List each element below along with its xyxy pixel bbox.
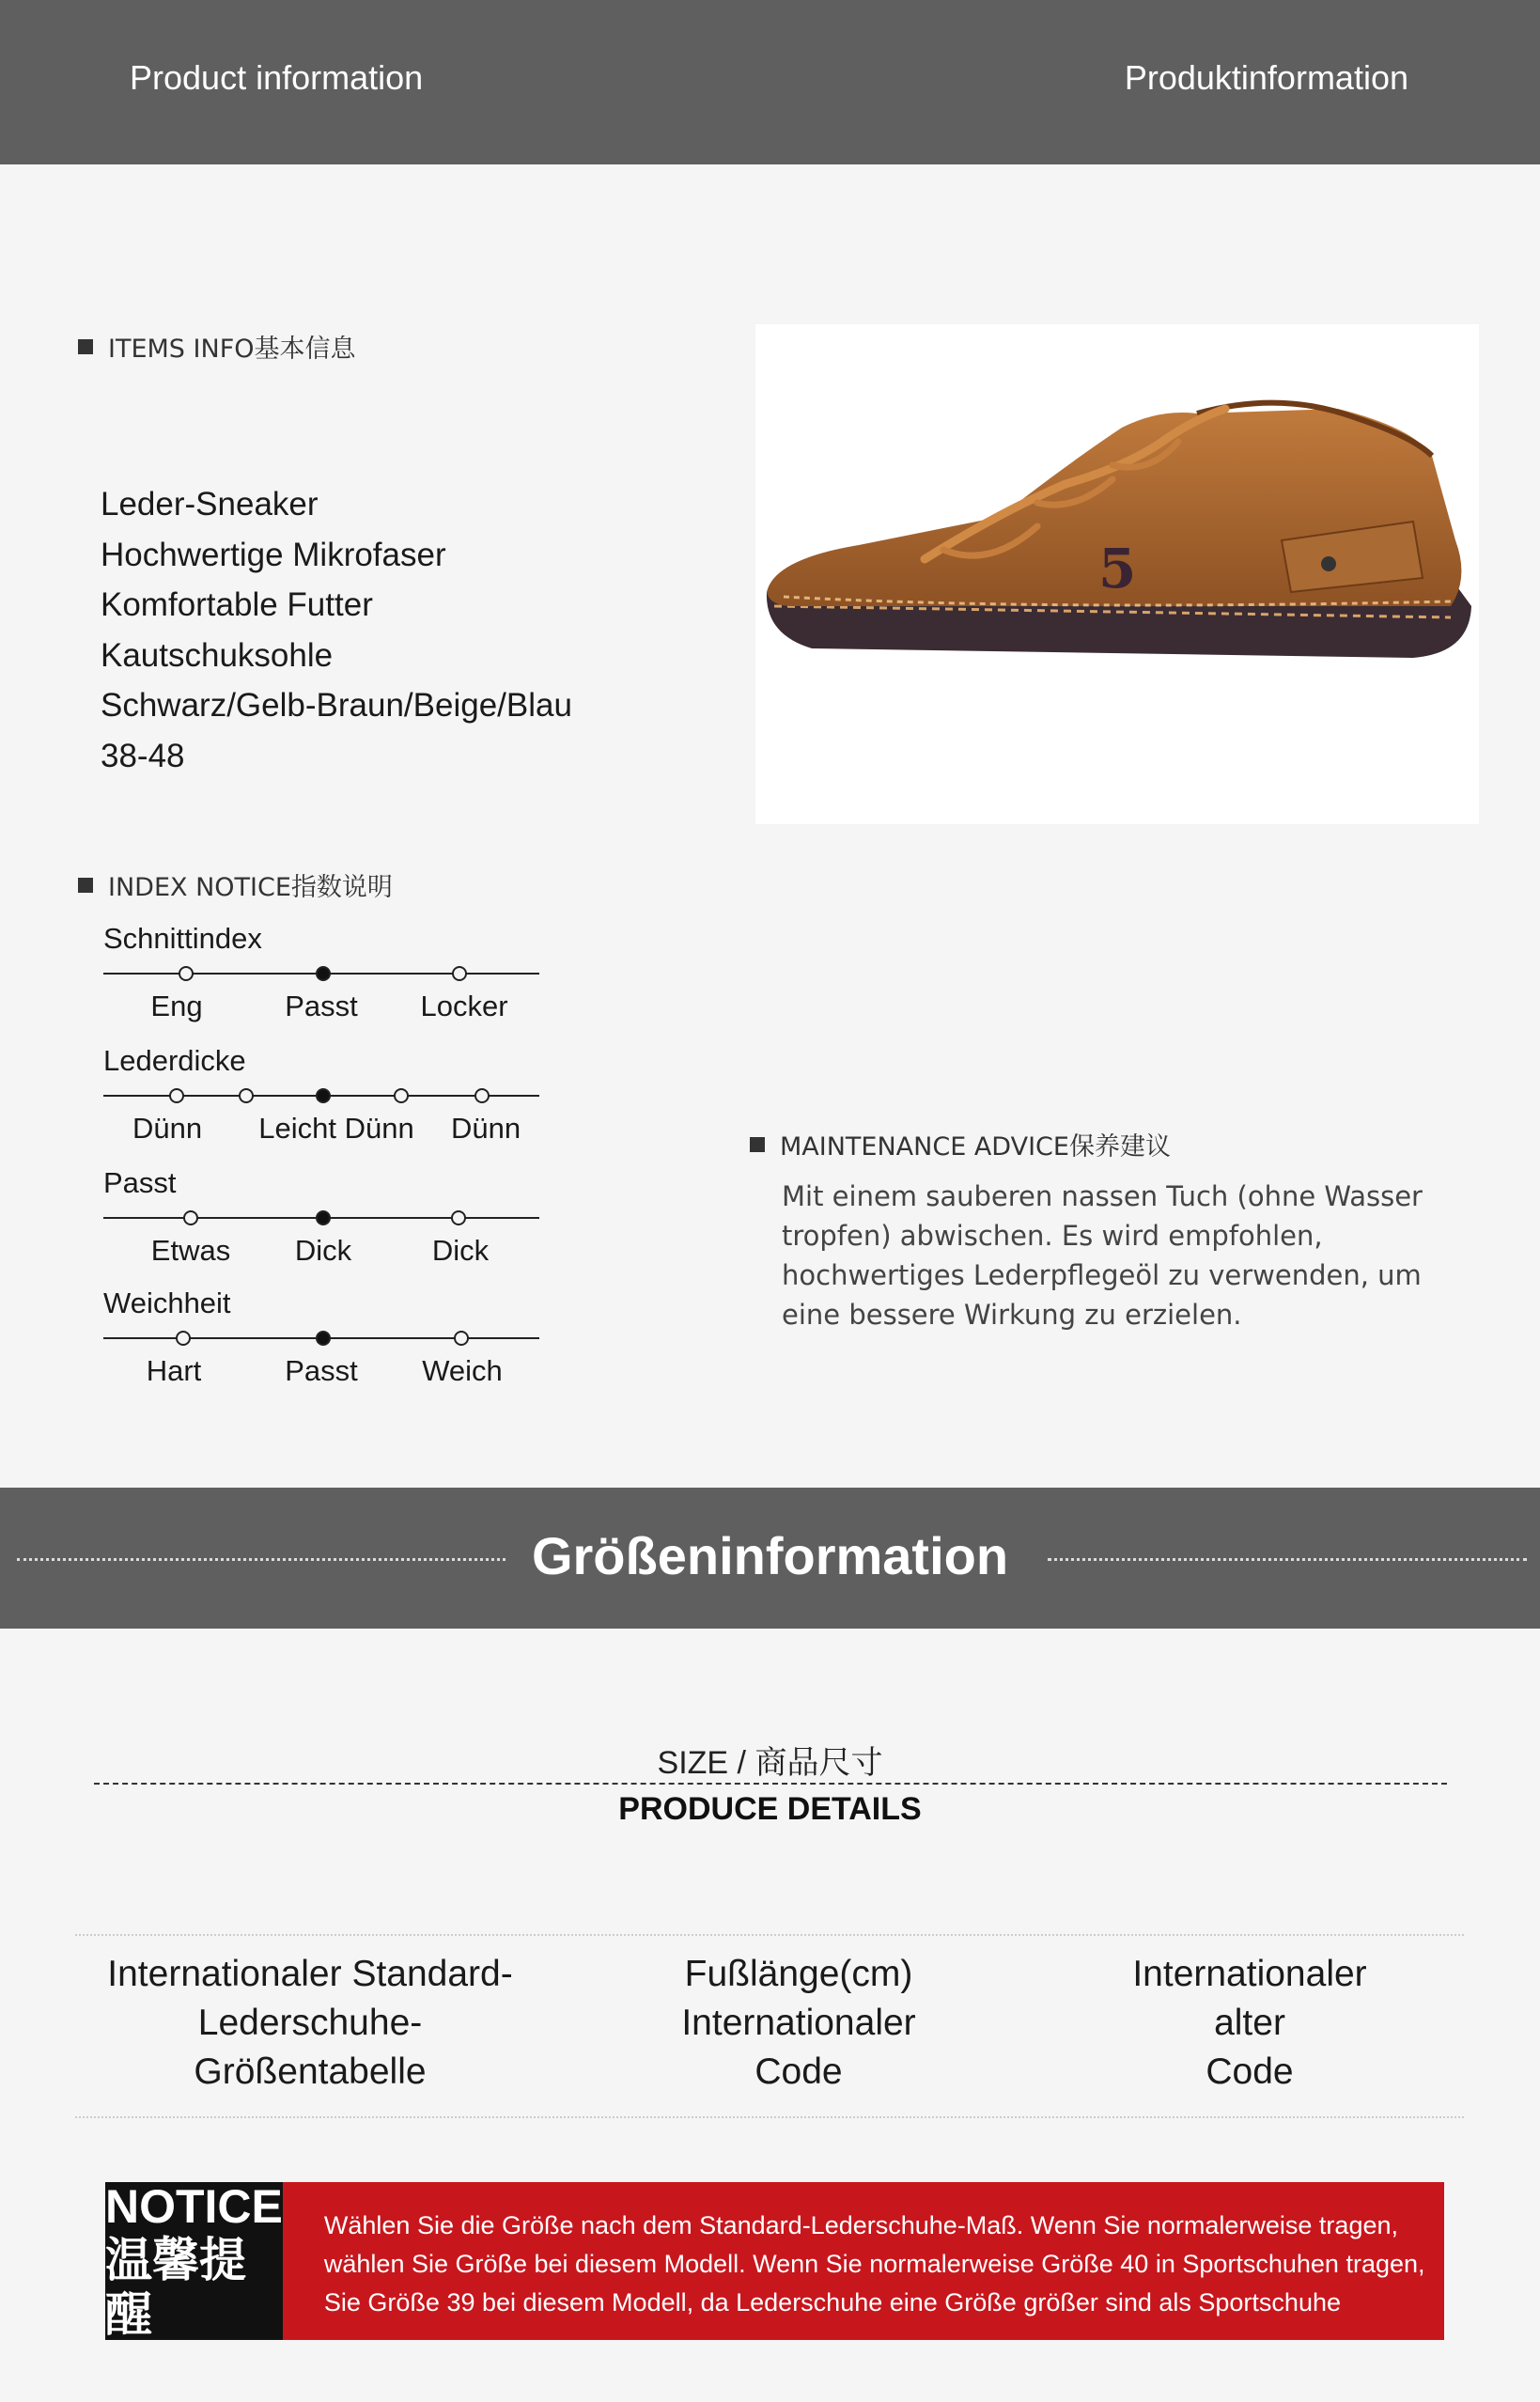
scale-title-passt: Passt — [103, 1166, 177, 1199]
scale-label: Dick — [431, 1234, 490, 1267]
size-column-header — [75, 1950, 545, 2097]
shoe-illustration — [755, 324, 1479, 824]
size-banner-title: Größeninformation — [531, 1526, 1009, 1585]
maintenance-line: tropfen) abwischen. Es wird empfohlen, — [782, 1220, 1323, 1252]
column-header-line: Lederschuhe- — [197, 2003, 423, 2043]
scale-dot — [183, 1210, 198, 1225]
product-information-title: Product information — [130, 58, 424, 97]
maintenance-line: Mit einem sauberen nassen Tuch (ohne Wasser — [782, 1180, 1423, 1212]
maintenance-line: eine bessere Wirkung zu erzielen. — [782, 1299, 1242, 1331]
scale-dot — [176, 1331, 191, 1346]
notice-badge-en: NOTICE — [105, 2180, 283, 2233]
scale-dot — [452, 966, 467, 981]
scale-dot — [474, 1088, 490, 1103]
column-header-line: Fußlänge(cm) — [684, 1954, 913, 1994]
table-divider — [75, 1934, 1464, 1936]
size-column-header — [611, 1950, 987, 2097]
column-header-line: Code — [1206, 2051, 1294, 2092]
scale-dot — [454, 1331, 469, 1346]
notice-box — [105, 2182, 1439, 2340]
scale-label: Weich — [422, 1354, 503, 1387]
size-label: SIZE / 商品尺寸 — [657, 1745, 883, 1781]
scale-title-lederdicke: Lederdicke — [103, 1044, 246, 1077]
column-header-line: alter — [1214, 2003, 1285, 2043]
column-header-line: Größentabelle — [194, 2051, 427, 2092]
notice-line: Wählen Sie die Größe nach dem Standard-Lederschuhe-Maß. Wenn Sie normalerweise tragen, — [323, 2211, 1398, 2239]
column-header-line: Internationaler — [681, 2003, 916, 2043]
svg-text:5: 5 — [1098, 537, 1137, 600]
scale-dot — [179, 966, 194, 981]
scale-label: Dünn — [132, 1112, 203, 1145]
notice-badge — [105, 2182, 283, 2340]
index-notice-heading-text: INDEX NOTICE指数说明 — [108, 873, 393, 902]
items-info-line: Hochwertige Mikrofaser — [101, 536, 446, 573]
maintenance-line: hochwertiges Lederpflegeöl zu verwenden, um — [782, 1259, 1422, 1291]
maintenance-heading-text: MAINTENANCE ADVICE保养建议 — [780, 1132, 1171, 1162]
maintenance-heading — [750, 1126, 1171, 1162]
scale-dot-selected — [316, 1210, 331, 1225]
items-info-heading — [78, 328, 355, 365]
items-info-list — [101, 479, 572, 781]
table-divider — [75, 2116, 1464, 2118]
notice-badge-zh: 温馨提醒 — [105, 2233, 246, 2342]
column-header-line: Internationaler — [1132, 1954, 1367, 1994]
produktinformation-title: Produktinformation — [1124, 58, 1408, 97]
scale-dot — [239, 1088, 254, 1103]
scale-dot — [394, 1088, 409, 1103]
square-bullet-icon — [78, 339, 93, 354]
scale-label: Etwas — [150, 1234, 231, 1267]
scale-dot-selected — [316, 1331, 331, 1346]
column-header-line: Internationaler Standard- — [107, 1954, 513, 1994]
index-notice-heading — [78, 866, 393, 903]
scale-dot-selected — [316, 966, 331, 981]
square-bullet-icon — [750, 1137, 765, 1152]
scale-label: Passt — [285, 1354, 358, 1387]
top-banner — [0, 0, 1540, 164]
maintenance-text — [782, 1177, 1439, 1334]
scale-label: Dünn — [450, 1112, 521, 1145]
scale-dot-selected — [316, 1088, 331, 1103]
scale-label: Leicht Dünn — [258, 1112, 414, 1145]
items-info-line: Komfortable Futter — [101, 586, 373, 623]
scale-label: Locker — [420, 990, 508, 1022]
scale-dot — [169, 1088, 184, 1103]
items-info-line: Leder-Sneaker — [101, 486, 319, 523]
produce-details-title: PRODUCE DETAILS — [618, 1791, 922, 1827]
column-header-line: Code — [754, 2051, 843, 2092]
scale-title-weichheit: Weichheit — [103, 1287, 231, 1319]
notice-line: Sie Größe 39 bei diesem Modell, da Lederschuhe eine Größe größer sind als Sportschuhe — [323, 2288, 1341, 2316]
square-bullet-icon — [78, 878, 93, 893]
scale-dot — [451, 1210, 466, 1225]
scale-label: Dick — [294, 1234, 352, 1267]
items-info-line: Kautschuksohle — [101, 636, 334, 674]
scale-label: Eng — [150, 990, 203, 1022]
items-info-line: Schwarz/Gelb-Braun/Beige/Blau — [101, 687, 572, 724]
scale-title-schnittindex: Schnittindex — [103, 922, 262, 955]
items-info-heading-text: ITEMS INFO基本信息 — [108, 335, 356, 364]
scale-label: Passt — [285, 990, 358, 1022]
decorative-dots — [1048, 1558, 1527, 1561]
product-image — [755, 324, 1479, 824]
dashed-divider — [94, 1783, 1447, 1785]
size-banner — [0, 1488, 1540, 1629]
notice-line: wählen Sie Größe bei diesem Modell. Wenn Sie normalerweise Größe 40 in Sportschuhen tragen, — [323, 2250, 1425, 2278]
scale-label: Hart — [146, 1354, 202, 1387]
items-info-line: 38-48 — [101, 737, 185, 774]
notice-text — [283, 2182, 1444, 2340]
size-column-header — [1062, 1950, 1438, 2097]
